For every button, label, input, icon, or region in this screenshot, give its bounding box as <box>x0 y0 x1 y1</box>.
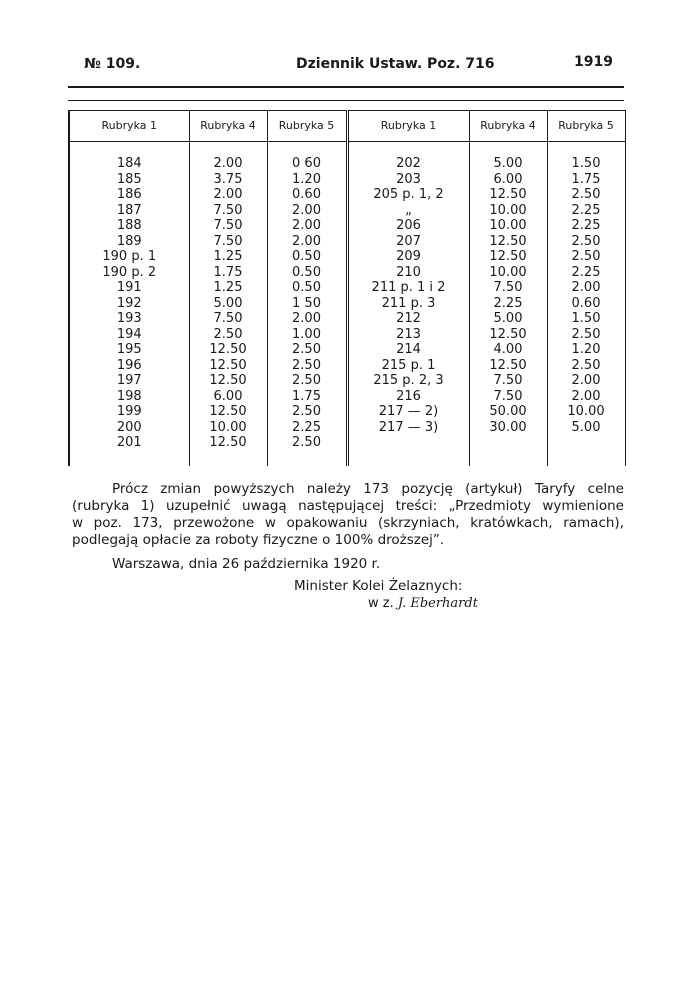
table-cell: 7.50 <box>493 280 523 295</box>
table-cell: 5.00 <box>213 295 243 311</box>
table-cell: 12.50 <box>209 373 247 388</box>
table-cell: 0.60 <box>292 187 321 202</box>
table-cell: 0.60 <box>571 295 601 311</box>
table-cell: 2.25 <box>571 218 601 233</box>
table-cell: 201 <box>116 435 142 450</box>
table-cell: 207 <box>396 233 421 249</box>
table-cell: 196 <box>116 357 142 373</box>
table-cell: 189 <box>116 233 142 249</box>
table-cell: 12.50 <box>209 357 247 373</box>
table-cell: 1.75 <box>571 171 601 187</box>
table-cell: 2.50 <box>571 357 601 373</box>
table-cell: 1.20 <box>571 342 601 357</box>
table-cell: 199 <box>116 404 142 419</box>
table-cell: 12.50 <box>209 342 247 357</box>
header-rubryka-4-left: Rubryka 4 <box>189 111 267 142</box>
table-cell: 200 <box>116 419 142 435</box>
paragraph-line: w poz. 173, przewożone w opakowaniu (skrzyniach, kratówkach, ramach), <box>72 515 624 531</box>
table-cell: 1.50 <box>571 311 601 326</box>
table-cell: 2.00 <box>213 187 243 202</box>
table-cell: 1.20 <box>292 171 321 187</box>
table-cell: 0.50 <box>292 264 321 280</box>
table-cell: 7.50 <box>493 388 523 404</box>
table-cell: 188 <box>116 218 142 233</box>
year: 1919 <box>574 54 613 70</box>
tariff-table <box>68 110 626 466</box>
table-cell: 2.00 <box>292 311 321 326</box>
table-cell: 2.50 <box>292 373 321 388</box>
table-cell: 12.50 <box>489 187 527 202</box>
right-rubryka-5-column <box>547 142 625 467</box>
table-cell: 184 <box>116 156 142 171</box>
table-cell: 2.50 <box>292 342 321 357</box>
table-cell: 12.50 <box>489 357 527 373</box>
table-cell: 192 <box>116 295 142 311</box>
table-cell: 190 p. 1 <box>102 249 157 264</box>
paragraph-line: podlegają opłacie za roboty fizyczne o 100% droższej”. <box>72 532 445 548</box>
table-cell: 2.25 <box>493 295 523 311</box>
signature <box>368 596 478 611</box>
table-cell: 194 <box>116 326 142 342</box>
table-cell: 5.00 <box>571 419 601 435</box>
table-cell: 2.00 <box>292 218 321 233</box>
table-cell: 30.00 <box>489 419 527 435</box>
table-cell: 217 — 3) <box>378 419 439 435</box>
table-cell: 191 <box>116 280 142 295</box>
table-cell: 50.00 <box>489 404 527 419</box>
table-cell: 1 50 <box>292 295 321 311</box>
left-rubryka-1-column <box>69 142 189 467</box>
table-cell: 12.50 <box>489 326 527 342</box>
table-cell: 2.00 <box>571 388 601 404</box>
table-cell: 1.00 <box>292 326 321 342</box>
table-cell: 215 p. 1 <box>381 357 436 373</box>
table-cell: 12.50 <box>209 435 247 450</box>
table-cell: 190 p. 2 <box>102 264 157 280</box>
right-rubryka-1-column <box>347 142 469 467</box>
table-cell: 2.50 <box>571 249 601 264</box>
header-rule-thick <box>68 86 624 88</box>
table-body-row <box>69 142 625 467</box>
left-rubryka-5-column <box>267 142 347 467</box>
right-rubryka-4-column <box>469 142 547 467</box>
table-cell: 211 p. 3 <box>381 295 436 311</box>
table-cell: 5.00 <box>493 311 523 326</box>
table-cell: 2.50 <box>571 187 601 202</box>
page-header <box>60 52 625 76</box>
table-cell: 7.50 <box>213 202 243 218</box>
table-cell: 212 <box>396 311 421 326</box>
table-cell: 10.00 <box>209 419 247 435</box>
table-cell: 1.50 <box>571 156 601 171</box>
paragraph-line: (rubryka 1) uzupełnić uwagą następującej treści: „Przedmioty wymienione <box>72 498 624 514</box>
table-cell: 7.50 <box>213 233 243 249</box>
table-cell: 12.50 <box>209 404 247 419</box>
table-cell: 209 <box>396 249 421 264</box>
table-cell: 12.50 <box>489 233 527 249</box>
table-cell: 2.00 <box>213 156 243 171</box>
table-cell: 0 60 <box>292 156 321 171</box>
header-rubryka-5-left: Rubryka 5 <box>267 111 347 142</box>
paragraph-line: Prócz zmian powyższych należy 173 pozycję (artykuł) Taryfy celne <box>112 481 624 497</box>
table-cell: 1.75 <box>213 264 243 280</box>
table-cell: 2.25 <box>571 264 601 280</box>
table-cell: 2.50 <box>292 357 321 373</box>
dateline: Warszawa, dnia 26 października 1920 r. <box>112 556 381 572</box>
table-cell: 210 <box>396 264 421 280</box>
amendment-paragraph <box>72 481 624 549</box>
table-cell: 197 <box>116 373 142 388</box>
table-cell: 2.00 <box>571 373 601 388</box>
table-cell: 193 <box>116 311 142 326</box>
table-cell: 6.00 <box>493 171 523 187</box>
journal-title: Dziennik Ustaw. Poz. 716 <box>296 56 495 72</box>
table-cell: 206 <box>396 218 421 233</box>
table-cell: 2.50 <box>571 233 601 249</box>
table-cell: 216 <box>396 388 421 404</box>
table-cell: 215 p. 2, 3 <box>373 373 444 388</box>
table-header-row <box>69 111 625 142</box>
table-cell: 203 <box>396 171 421 187</box>
table-cell: 217 — 2) <box>378 404 439 419</box>
table-cell: 10.00 <box>489 202 527 218</box>
table-cell: 1.25 <box>213 280 243 295</box>
table-cell: 10.00 <box>489 218 527 233</box>
table-cell: 186 <box>116 187 142 202</box>
minister-title: Minister Kolei Żelaznych: <box>294 578 463 594</box>
table-cell: 2.50 <box>571 326 601 342</box>
table-cell: 10.00 <box>489 264 527 280</box>
issue-number: № 109. <box>84 56 141 72</box>
table-cell: 0.50 <box>292 249 321 264</box>
table-cell: 211 p. 1 i 2 <box>371 280 446 295</box>
signature-name: J. Eberhardt <box>397 596 478 611</box>
table-cell: 195 <box>116 342 142 357</box>
table-cell: 213 <box>396 326 421 342</box>
header-rubryka-5-right: Rubryka 5 <box>547 111 625 142</box>
table-cell: 10.00 <box>567 404 605 419</box>
table-cell: 7.50 <box>213 311 243 326</box>
table-cell: 4.00 <box>493 342 523 357</box>
table-cell: 7.50 <box>493 373 523 388</box>
left-rubryka-4-column <box>189 142 267 467</box>
table-cell: 2.50 <box>292 404 321 419</box>
header-rubryka-1-left: Rubryka 1 <box>69 111 189 142</box>
table-cell: 2.25 <box>571 202 601 218</box>
table-cell: 185 <box>116 171 142 187</box>
header-rule-thin <box>68 100 624 101</box>
table-cell: 12.50 <box>489 249 527 264</box>
table-cell: 205 p. 1, 2 <box>373 187 444 202</box>
table-cell: 1.25 <box>213 249 243 264</box>
table-cell: 2.50 <box>292 435 321 450</box>
table-cell: 2.50 <box>213 326 243 342</box>
table-cell: 5.00 <box>493 156 523 171</box>
table-cell: 3.75 <box>213 171 243 187</box>
table-cell: 198 <box>116 388 142 404</box>
table-cell: 0.50 <box>292 280 321 295</box>
table-cell: 214 <box>396 342 421 357</box>
table-cell: 1.75 <box>292 388 321 404</box>
table-cell: 202 <box>396 156 421 171</box>
table-cell: „ <box>405 202 412 218</box>
header-rubryka-1-right: Rubryka 1 <box>347 111 469 142</box>
table-cell: 7.50 <box>213 218 243 233</box>
table-cell: 6.00 <box>213 388 243 404</box>
table-cell: 2.00 <box>571 280 601 295</box>
table-cell: 2.25 <box>292 419 321 435</box>
table-cell: 2.00 <box>292 202 321 218</box>
header-rubryka-4-right: Rubryka 4 <box>469 111 547 142</box>
table-cell: 187 <box>116 202 142 218</box>
signature-prefix: w z. <box>368 596 394 611</box>
table-cell: 2.00 <box>292 233 321 249</box>
